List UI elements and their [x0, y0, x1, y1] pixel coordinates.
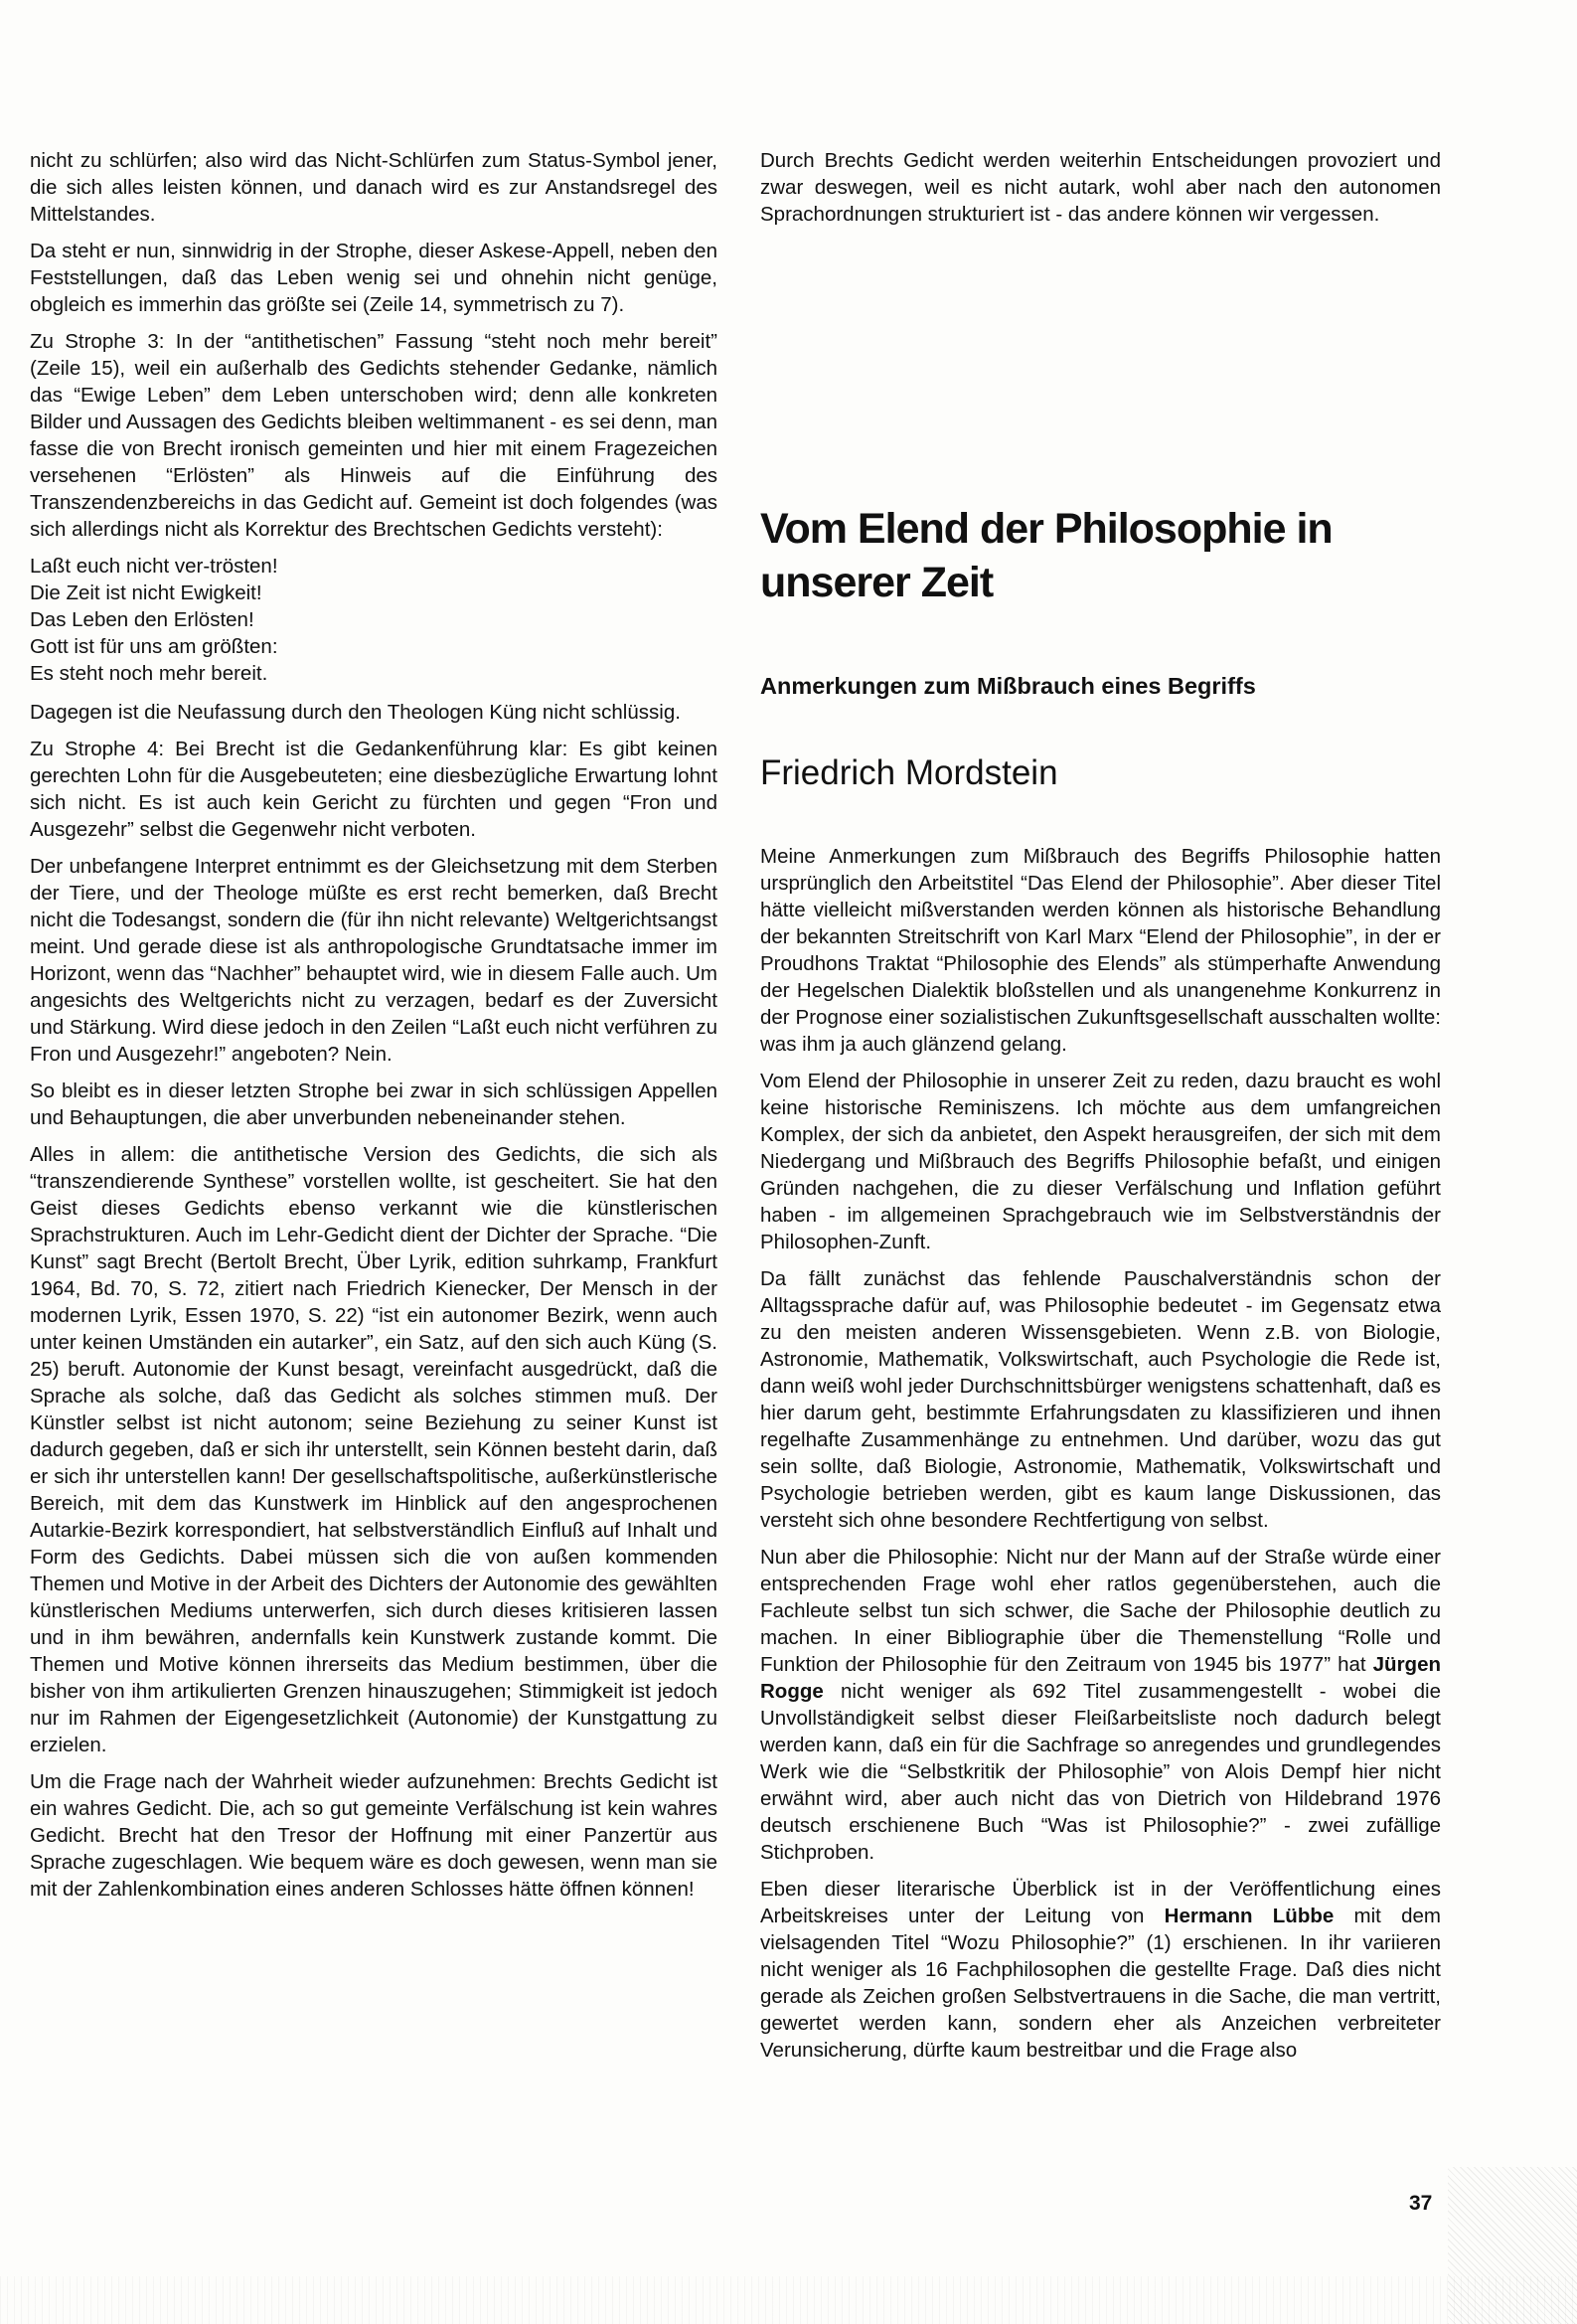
paragraph: [760, 1544, 1441, 1866]
paragraph-text: Eben dieser literarische Überblick ist in der Veröffentlichung eines Arbeitskreises unter der Leitung von: [760, 1878, 1441, 1927]
paragraph: Durch Brechts Gedicht werden weiterhin Entscheidungen provoziert und zwar deswegen, weil es nicht autark, wohl aber nach den autonomen Sprachordnungen strukturiert ist - das andere können wir vergessen.: [760, 149, 1441, 226]
right-column-body: [760, 843, 1441, 2074]
article-author: Friedrich Mordstein: [760, 753, 1058, 792]
paragraph-text: Nun aber die Philosophie: Nicht nur der Mann auf der Straße würde einer entsprechenden Frage wohl eher ratlos gegenüberstehen, auch die Fachleute selbst tun sich schwer, die Sache der Philosophie deutlich zu machen. In einer Bibliographie über die Themenstellung “Rolle und Funktion der Philosophie für den Zeitraum von 1945 bis 1977” hat: [760, 1546, 1441, 1676]
paragraph: nicht zu schlürfen; also wird das Nicht-Schlürfen zum Status-Symbol jener, die sich alles leisten können, und danach wird es zur Anstandsregel des Mittelstandes.: [30, 149, 717, 226]
paragraph: [760, 1876, 1441, 2064]
poem-line: Laßt euch nicht ver-trösten!: [30, 555, 278, 578]
scan-noise: [1448, 2167, 1577, 2324]
paragraph-text: mit dem vielsagenden Titel “Wozu Philosophie?” (1) erschienen. In ihr variieren nicht weniger als 16 Fachphilosophen die gestellte Frage. Daß dies nicht gerade als Zeichen großen Selbstvertrauens in die Sache, die man vertritt, gewertet werden kann, sondern eher als Anzeichen verbreiteter Verunsicherung, dürfte kaum bestreitbar und die Frage also: [760, 1905, 1441, 2062]
poem-line: Das Leben den Erlösten!: [30, 608, 254, 631]
poem-line: Die Zeit ist nicht Ewigkeit!: [30, 581, 262, 604]
article-title: Vom Elend der Philosophie in unserer Zeit: [760, 505, 1333, 606]
poem-line: Gott ist für uns am größten:: [30, 635, 278, 658]
person-name: Hermann Lübbe: [1164, 1905, 1335, 1927]
scan-noise: [0, 2276, 1577, 2324]
paragraph: Dagegen ist die Neufassung durch den Theologen Küng nicht schlüssig.: [30, 701, 681, 724]
poem-quote: [30, 553, 717, 687]
paragraph: Da fällt zunächst das fehlende Pauschalverständnis schon der Alltagssprache dafür auf, was Philosophie bedeutet - im Gegensatz etwa zu den meisten anderen Wissensgebieten. Wenn z.B. von Biologie, Astronomie, Mathematik, Volkswirtschaft, auch Psychologie die Rede ist, dann weiß wohl jeder Durchschnittsbürger wenigstens schattenhaft, daß es hier darum geht, bestimmte Erfahrungsdaten zu klassifizieren und ihnen regelhafte Zusammenhänge zu entnehmen. Und darüber, wozu das gut sein sollte, daß Biologie, Astronomie, Mathematik, Volkswirtschaft und Psychologie betrieben werden, gibt es kaum lange Diskussionen, das versteht sich ohne besondere Rechtfertigung von selbst.: [760, 1267, 1441, 1532]
paragraph: Alles in allem: die antithetische Version des Gedichts, die sich als “transzendierende Synthese” vorstellen wollte, ist gescheitert. Sie hat den Geist dieses Gedichts ebenso verkannt wie die künstlerischen Sprachstrukturen. Auch im Lehr-Gedicht dient der Dichter der Sprache. “Die Kunst” sagt Brecht (Bertolt Brecht, Über Lyrik, edition suhrkamp, Frankfurt 1964, Bd. 70, S. 72, zitiert nach Friedrich Kienecker, Der Mensch in der modernen Lyrik, Essen 1970, S. 22) “ist ein autonomer Bezirk, wenn auch unter keinen Umständen ein autarker”, ein Satz, auf den sich auch Küng (S. 25) beruft. Autonomie der Kunst besagt, vereinfacht ausgedrückt, daß die Sprache als solche, daß das Gedicht als solches stimmen muß. Der Künstler selbst ist nicht autonom; seine Beziehung zu seiner Kunst ist dadurch gegeben, daß er sich ihr unterstellt, sein Können besteht darin, daß er sich ihr unterstellen kann! Der gesellschaftspolitische, außerkünstlerische Bereich, mit dem das Kunstwerk im Hinblick auf den angesprochenen Autarkie-Bezirk korrespondiert, hat selbstverständlich Einfluß auf Inhalt und Form des Gedichts. Dabei müssen sich die von außen kommenden Themen und Motive in der Arbeit des Dichters der Autonomie des gewählten künstlerischen Mediums unterwerfen, sich durch dieses kritisieren lassen und in ihm bewähren, andernfalls kein Kunstwerk zustande kommt. Die Themen und Motive können ihrerseits das Medium bestimmen, über die bisher von ihm artikulierten Grenzen hinauszugehen; Stimmigkeit ist jedoch nur im Rahmen der Eigengesetzlichkeit (Autonomie) der Kunstgattung zu erzielen.: [30, 1143, 717, 1756]
page-number: 37: [1409, 2192, 1433, 2215]
paragraph: Zu Strophe 4: Bei Brecht ist die Gedankenführung klar: Es gibt keinen gerechten Lohn für die Ausgebeuteten; eine diesbezügliche Erwartung lohnt sich nicht. Es ist auch kein Gericht zu fürchten und gegen “Fron und Ausgezehr” selbst die Gegenwehr nicht verboten.: [30, 738, 717, 841]
paragraph: Zu Strophe 3: In der “antithetischen” Fassung “steht noch mehr bereit” (Zeile 15), weil ein außerhalb des Gedichts stehender Gedanke, nämlich das “Ewige Leben” dem Leben unterschoben wird; denn alle konkreten Bilder und Aussagen des Gedichts bleiben weltimmanent - es sei denn, man fasse die von Brecht ironisch gemeinten und hier mit einem Fragezeichen versehenen “Erlösten” als Hinweis auf die Einführung des Transzendenzbereichs in das Gedicht auf. Gemeint ist doch folgendes (was sich allerdings nicht als Korrektur des Brechtschen Gedichts versteht):: [30, 330, 717, 541]
left-column: [30, 147, 717, 1912]
poem-line: Es steht noch mehr bereit.: [30, 662, 268, 685]
person-name: Jürgen Rogge: [760, 1653, 1441, 1703]
paragraph: Um die Frage nach der Wahrheit wieder aufzunehmen: Brechts Gedicht ist ein wahres Gedicht. Die, ach so gut gemeinte Verfälschung ist kein wahres Gedicht. Brecht hat den Tresor der Hoffnung mit einer Panzertür aus Sprache zugeschlagen. Wie bequem wäre es doch gewesen, wenn man sie mit der Zahlenkombination eines anderen Schlosses hätte öffnen können!: [30, 1770, 717, 1901]
paragraph: Meine Anmerkungen zum Mißbrauch des Begriffs Philosophie hatten ursprünglich den Arbeitstitel “Das Elend der Philosophie”. Aber dieser Titel hätte vielleicht mißverstanden werden können als historische Behandlung der bekannten Streitschrift von Karl Marx “Elend der Philosophie”, in der er Proudhons Traktat “Philosophie des Elends” als stümperhafte Anwendung der Hegelschen Dialektik bloßstellen und als unangenehme Konkurrenz in der Prognose einer sozialistischen Zukunftsgesellschaft ausschalten wollte: was ihm ja auch glänzend gelang.: [760, 845, 1441, 1056]
paragraph: Vom Elend der Philosophie in unserer Zeit zu reden, dazu braucht es wohl keine historische Reminiszens. Ich möchte aus dem umfangreichen Komplex, der sich da anbietet, den Aspekt herausgreifen, der sich mit dem Niedergang und Mißbrauch des Begriffs Philosophie befaßt, und einigen Gründen nachgehen, die zu dieser Verfälschung und Inflation geführt haben - im allgemeinen Sprachgebrauch wie im Selbstverständnis der Philosophen-Zunft.: [760, 1070, 1441, 1253]
article-subtitle: Anmerkungen zum Mißbrauch eines Begriffs: [760, 673, 1256, 699]
paragraph: Da steht er nun, sinnwidrig in der Strophe, dieser Askese-Appell, neben den Feststellungen, daß das Leben wenig sei und ohnehin nicht genüge, obgleich es immerhin das größte sei (Zeile 14, symmetrisch zu 7).: [30, 240, 717, 316]
right-column-intro: [760, 147, 1441, 238]
paragraph: So bleibt es in dieser letzten Strophe bei zwar in sich schlüssigen Appellen und Behauptungen, die aber unverbunden nebeneinander stehen.: [30, 1079, 717, 1129]
paragraph-text: nicht weniger als 692 Titel zusammengestellt - wobei die Unvollständigkeit selbst dieser Fleißarbeitsliste noch dadurch belegt werden kann, daß ein für die Sachfrage so anregendes und grundlegendes Werk wie die “Selbstkritik der Philosophie” von Alois Dempf hier nicht erwähnt wird, aber auch nicht das von Dietrich von Hildebrand 1976 deutsch erschienene Buch “Was ist Philosophie?” - zwei zufällige Stichproben.: [760, 1680, 1441, 1864]
paragraph: Der unbefangene Interpret entnimmt es der Gleichsetzung mit dem Sterben der Tiere, und der Theologe müßte es erst recht bemerken, daß Brecht nicht die Todesangst, sondern die (für ihn nicht relevante) Weltgerichtsangst meint. Und gerade diese ist als anthropologische Grundtatsache immer im Horizont, wenn das “Nachher” behauptet wird, wie in diesem Falle auch. Um angesichts des Weltgerichts nicht zu verzagen, bedarf es der Zuversicht und Stärkung. Wird diese jedoch in den Zeilen “Laßt euch nicht verführen zu Fron und Ausgezehr!” angeboten? Nein.: [30, 855, 717, 1066]
